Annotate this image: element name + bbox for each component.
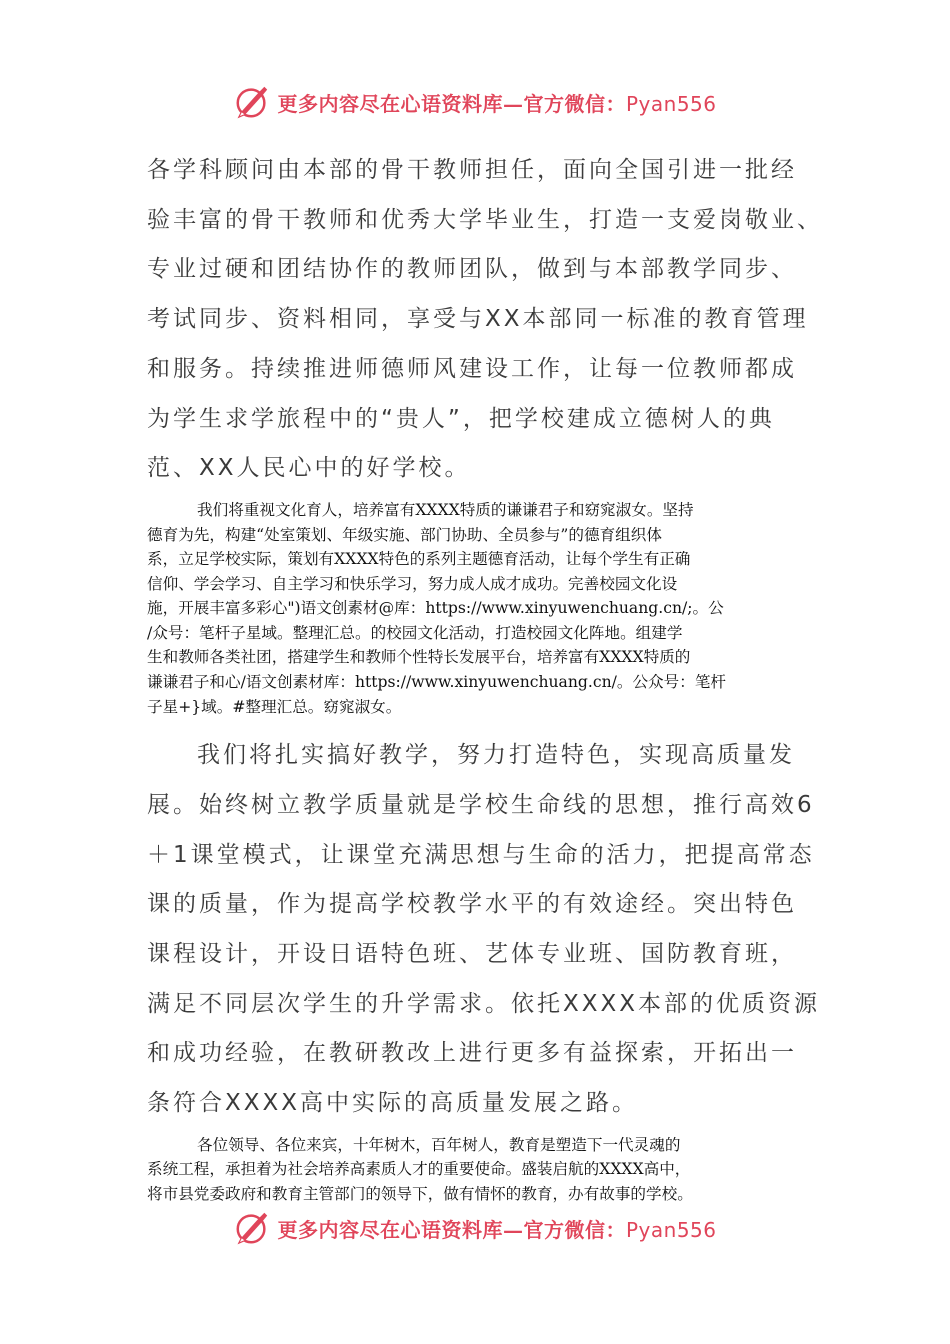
pen-logo-icon xyxy=(233,83,271,121)
paragraph-teaching xyxy=(147,731,821,1129)
text-line: 谦谦君子和心/语文创素材库：https://www.xinyuwenchuang.cn/。公众号：笔杆 xyxy=(147,673,727,692)
text-line: 施，开展丰富多彩心")语文创素材@库：https://www.xinyuwenchuang.cn/;。公 xyxy=(147,599,724,618)
footer-banner xyxy=(0,1208,950,1248)
text-line: /众号：笔杆子星域。整理汇总。的校园文化活动，打造校园文化阵地。组建学 xyxy=(147,623,683,642)
banner-text: 更多内容尽在心语资料库—官方微信：Pyan556 xyxy=(277,1217,717,1242)
text-line: 和成功经验，在教研教改上进行更多有益探索，开拓出一 xyxy=(147,1040,797,1067)
text-line: 专业过硬和团结协作的教师团队，做到与本部教学同步、 xyxy=(147,256,797,283)
text-line: 课程设计，开设日语特色班、艺体专业班、国防教育班， xyxy=(147,941,797,968)
document-body xyxy=(147,146,823,1207)
text-line: 和服务。持续推进师德师风建设工作，让每一位教师都成 xyxy=(147,355,797,382)
text-line: 各位领导、各位来宾，十年树木，百年树人，教育是塑造下一代灵魂的 xyxy=(197,1135,681,1154)
wechat-id: Pyan556 xyxy=(625,1217,717,1242)
text-line: 展。始终树立教学质量就是学校生命线的思想，推行高效6 xyxy=(147,791,815,818)
text-line: ＋1课堂模式，让课堂充满思想与生命的活力，把提高常态 xyxy=(147,841,815,868)
pen-logo-icon xyxy=(233,1209,271,1247)
text-line: 系统工程，承担着为社会培养高素质人才的重要使命。盛装启航的XXXX高中， xyxy=(147,1160,691,1179)
paragraph-teachers xyxy=(147,146,823,494)
text-line: 满足不同层次学生的升学需求。依托XXXX本部的优质资源 xyxy=(147,990,821,1017)
text-line: 将市县党委政府和教育主管部门的领导下，做有情怀的教育，办有故事的学校。 xyxy=(147,1185,693,1204)
text-line: 信仰、学会学习、自主学习和快乐学习，努力成人成才成功。完善校园文化设 xyxy=(147,574,678,593)
text-line: 生和教师各类社团，搭建学生和教师个性特长发展平台，培养富有XXXX特质的 xyxy=(147,648,691,667)
text-line: 子星+}域。#整理汇总。窈窕淑女。 xyxy=(147,697,402,716)
text-line: 验丰富的骨干教师和优秀大学毕业生，打造一支爱岗敬业、 xyxy=(147,206,823,233)
wechat-id: Pyan556 xyxy=(625,91,717,116)
text-line: 为学生求学旅程中的“贵人”，把学校建成立德树人的典 xyxy=(147,405,775,432)
banner-text: 更多内容尽在心语资料库—官方微信：Pyan556 xyxy=(277,91,717,116)
paragraph-culture xyxy=(147,498,807,719)
text-line: 我们将重视文化育人，培养富有XXXX特质的谦谦君子和窈窕淑女。坚持 xyxy=(197,500,694,519)
text-line: 系，立足学校实际，策划有XXXX特色的系列主题德育活动，让每个学生有正确 xyxy=(147,550,691,569)
text-line: 我们将扎实搞好教学，努力打造特色，实现高质量发 xyxy=(197,742,795,769)
header-banner xyxy=(0,82,950,122)
text-line: 各学科顾问由本部的骨干教师担任，面向全国引进一批经 xyxy=(147,157,797,183)
text-line: 德育为先，构建“处室策划、年级实施、部门协助、全员参与”的德育组织体 xyxy=(147,525,662,544)
paragraph-closing xyxy=(147,1133,807,1207)
text-line: 课的质量，作为提高学校教学水平的有效途经。突出特色 xyxy=(147,891,797,918)
text-line: 条符合XXXX高中实际的高质量发展之路。 xyxy=(147,1090,639,1117)
text-line: 考试同步、资料相同，享受与XX本部同一标准的教育管理 xyxy=(147,306,809,333)
text-line: 范、XX人民心中的好学校。 xyxy=(147,455,471,482)
